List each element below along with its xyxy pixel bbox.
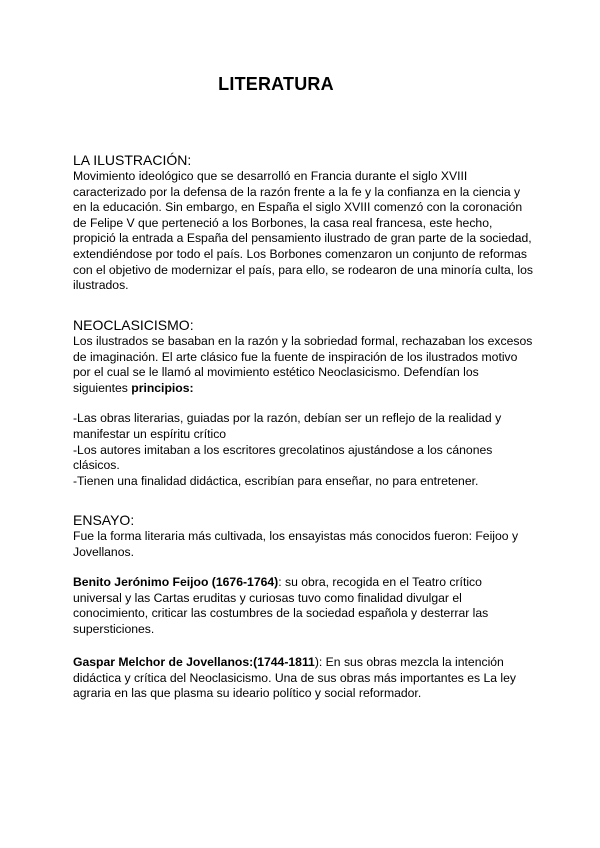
section-ensayo <box>73 512 533 560</box>
spacer <box>73 396 533 411</box>
jovellanos-text: ): En sus obras mezcla la intención didáctica y crítica del Neoclasicismo. Una de sus obras más importantes es La ley agraria en las que plasma su ideario político y social reformador. <box>73 655 517 701</box>
paragraph-jovellanos <box>73 655 533 702</box>
feijoo-text: : su obra, recogida en el Teatro crítico universal y las Cartas eruditas y curiosas tuvo como finalidad divulgar el conocimiento, criticar las costumbres de la sociedad española y desterrar las supersticiones. <box>73 575 489 636</box>
section-neoclasicismo <box>73 317 533 489</box>
principle-item: -Los autores imitaban a los escritores grecolatinos ajustándose a los cánones clásicos. <box>73 442 493 473</box>
heading-neoclasicismo: NEOCLASICISMO: <box>73 317 194 333</box>
section-feijoo <box>73 575 533 637</box>
feijoo-name: Benito Jerónimo Feijoo (1676-1764) <box>73 575 279 589</box>
principle-item: -Tienen una finalidad didáctica, escribían para enseñar, no para entretener. <box>73 473 479 488</box>
heading-ensayo: ENSAYO: <box>73 512 135 528</box>
jovellanos-name: Gaspar Melchor de Jovellanos:(1744-1811 <box>73 655 315 669</box>
neoclasicismo-text: Los ilustrados se basaban en la razón y la sobriedad formal, rechazaban los excesos de imaginación. El arte clásico fue la fuente de inspiración de los ilustrados motivo por el cual se le llamó al movimiento estético Neoclasicismo. Defendían los siguientes <box>73 334 533 395</box>
heading-ilustracion: LA ILUSTRACIÓN: <box>73 152 192 168</box>
paragraph-ensayo: Fue la forma literaria más cultivada, los ensayistas más conocidos fueron: Feijoo y Jovellanos. <box>73 529 519 559</box>
section-jovellanos <box>73 655 533 702</box>
paragraph-feijoo <box>73 575 533 637</box>
principios-bold: principios: <box>131 380 194 395</box>
principle-item: -Las obras literarias, guiadas por la razón, debían ser un reflejo de la realidad y manifestar un espíritu crítico <box>73 411 502 441</box>
paragraph-neoclasicismo <box>73 334 533 396</box>
paragraph-ilustracion: Movimiento ideológico que se desarrolló en Francia durante el siglo XVIII caracterizado por la defensa de la razón frente a la fe y la confianza en la ciencia y en la educación. Sin embargo, en España el siglo XVIII comenzó con la coronación de Felipe V que perteneció a los Borbones, la casa real francesa, este hecho, propició la entrada a España del pensamiento ilustrado de gran parte de la sociedad, extendiéndose por todo el país. Los Borbones comenzaron un conjunto de reformas con el objetivo de modernizar el país, para ello, se rodearon de una minoría culta, los ilustrados. <box>73 169 534 293</box>
section-ilustracion <box>73 152 533 294</box>
page-title: LITERATURA <box>218 74 334 94</box>
